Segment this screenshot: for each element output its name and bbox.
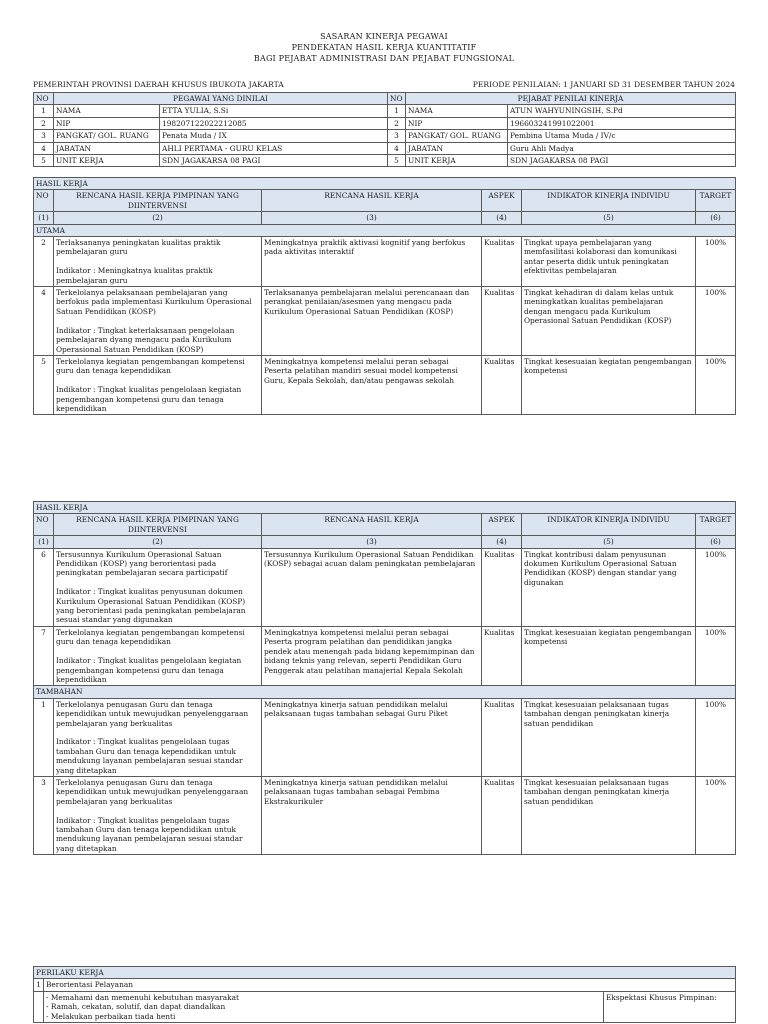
row-rencana: Terlaksananya pembelajaran melalui perencanaan dan perangkat penilaian/asesmen yang mengacu pada Kurikulum Operasional Satuan Pendidikan (KOSP) [262, 287, 482, 356]
doc-title: SASARAN KINERJA PEGAWAI [320, 32, 448, 41]
identity-no-2: 5 [388, 155, 406, 167]
row-rencana: Tersusunnya Kurikulum Operasional Satuan Pendidikan (KOSP) sebagai acuan dalam peningkatan pembelajaran [262, 548, 482, 626]
identity-value-2: 196603241991022001 [508, 117, 736, 129]
row-pimpinan: Terkelolanya penugasan Guru dan tenaga kependidikan untuk mewujudkan penyelenggaraan pembelajaran yang berkualitas Indikator : Tingkat kualitas pengelolaan tugas tambahan Guru dan tenaga kependidikan untuk mendukung layanan pembelajaran sesuai standar yang ditetapkan [54, 776, 262, 854]
identity-no-2: 4 [388, 142, 406, 154]
identity-value-2: Pembina Utama Muda / IV/c [508, 130, 736, 142]
col-rencana: RENCANA HASIL KERJA [262, 190, 482, 212]
identity-value: 198207122022212085 [160, 117, 388, 129]
identity-no: 2 [34, 117, 54, 129]
row-target: 100% [696, 776, 736, 854]
pegawai-header: PEGAWAI YANG DINILAI [54, 93, 388, 105]
table-row [34, 237, 736, 287]
col-number: (2) [54, 212, 262, 224]
table-row [34, 287, 736, 356]
perilaku-kerja-table [33, 966, 736, 1023]
row-aspek: Kualitas [482, 287, 522, 356]
group-row-tambahan [34, 686, 736, 698]
row-pimpinan: Terkelolanya kegiatan pengembangan kompetensi guru dan tenaga kependidikan Indikator : Tingkat kualitas pengelolaan kegiatan pengembangan kompetensi guru dan tenaga kependidikan [54, 626, 262, 685]
row-no: 1 [34, 698, 54, 776]
row-target: 100% [696, 698, 736, 776]
identity-no-2: 1 [388, 105, 406, 117]
col-rencana-pimpinan: RENCANA HASIL KERJA PIMPINAN YANG DIINTERVENSI [54, 190, 262, 212]
identity-row [34, 155, 736, 167]
row-target: 100% [696, 355, 736, 414]
identity-label: PANGKAT/ GOL. RUANG [54, 130, 160, 142]
perilaku-point: - Memahami dan memenuhi kebutuhan masyarakat [46, 992, 240, 1002]
group-label-utama: UTAMA [34, 224, 736, 236]
row-indikator: Tingkat kontribusi dalam penyusunan dokumen Kurikulum Operasional Satuan Pendidikan (KOSP) dengan standar yang digunakan [522, 548, 696, 626]
row-pimpinan: Terkelolanya penugasan Guru dan tenaga kependidikan untuk mewujudkan penyelenggaraan pembelajaran yang berkualitas Indikator : Tingkat kualitas pengelolaan tugas tambahan Guru dan tenaga kependidikan untuk mendukung layanan pembelajaran sesuai standar yang ditetapkan [54, 698, 262, 776]
row-target: 100% [696, 626, 736, 685]
row-aspek: Kualitas [482, 776, 522, 854]
identity-no: 5 [34, 155, 54, 167]
column-number-row [34, 212, 736, 224]
table-row [34, 548, 736, 626]
identity-no: 1 [34, 105, 54, 117]
row-rencana: Meningkatnya kompetensi melalui peran sebagai Peserta pelatihan mandiri sesuai model kompetensi Guru, Kepala Sekolah, dan/atau pengawas sekolah [262, 355, 482, 414]
perilaku-detail-row [34, 991, 736, 1022]
periode-label: PERIODE PENILAIAN: 1 JANUARI SD 31 DESEMBER TAHUN 2024 [472, 80, 735, 89]
row-indikator: Tingkat kesesuaian kegiatan pengembangan kompetensi [522, 626, 696, 685]
section-title-row [34, 502, 736, 514]
perilaku-points [44, 991, 604, 1022]
identity-label: UNIT KERJA [54, 155, 160, 167]
col-rencana-pimpinan: RENCANA HASIL KERJA PIMPINAN YANG DIINTERVENSI [54, 514, 262, 536]
perilaku-empty-cell [34, 991, 44, 1022]
row-target: 100% [696, 287, 736, 356]
row-pimpinan: Terkelolanya pelaksanaan pembelajaran yang berfokus pada implementasi Kurikulum Operasional Satuan Pendidikan (KOSP) Indikator : Tingkat keterlaksanaan pengelolaan pembelajaran dyang mengacu pada Kurikulum Operasional Satuan Pendidikan (KOSP) [54, 287, 262, 356]
col-number: (5) [522, 212, 696, 224]
table-row [34, 626, 736, 685]
identity-value: AHLI PERTAMA - GURU KELAS [160, 142, 388, 154]
row-indikator: Tingkat kehadiran di dalam kelas untuk meningkatkan kualitas pembelajaran dengan mengacu pada Kurikulum Operasional Satuan Pendidikan (KOSP) [522, 287, 696, 356]
col-no: NO [34, 190, 54, 212]
row-target: 100% [696, 548, 736, 626]
identity-label: NIP [54, 117, 160, 129]
row-rencana: Meningkatnya praktik aktivasi kognitif yang berfokus pada aktivitas interaktif [262, 237, 482, 287]
section-title: PERILAKU KERJA [34, 967, 736, 979]
row-indikator: Tingkat upaya pembelajaran yang memfasilitasi kolaborasi dan komunikasi antar peserta didik untuk peningkatan efektivitas pembelajaran [522, 237, 696, 287]
row-rencana: Meningkatnya kompetensi melalui peran sebagai Peserta program pelatihan dan pendidikan jangka pendek atau menengah pada bidang kepemimpinan dan bidang teknis yang relevan, seperti Pendidikan Guru Penggerak atau pelatihan manajerial Kepala Sekolah [262, 626, 482, 685]
ekspektasi-label: Ekspektasi Khusus Pimpinan: [604, 991, 736, 1022]
identity-label: JABATAN [54, 142, 160, 154]
table-row [34, 776, 736, 854]
perilaku-item-title: Berorientasi Pelayanan [44, 979, 736, 991]
col-aspek: ASPEK [482, 514, 522, 536]
col-indikator: INDIKATOR KINERJA INDIVIDU [522, 514, 696, 536]
col-number: (1) [34, 536, 54, 548]
col-no: NO [34, 514, 54, 536]
identity-value-2: Guru Ahli Madya [508, 142, 736, 154]
col-target: TARGET [696, 190, 736, 212]
col-number: (2) [54, 536, 262, 548]
row-rencana: Meningkatnya kinerja satuan pendidikan melalui pelaksanaan tugas tambahan sebagai Pembina Ekstrakurikuler [262, 776, 482, 854]
column-number-row [34, 536, 736, 548]
no-header-2: NO [388, 93, 406, 105]
row-indikator: Tingkat kesesuaian pelaksanaan tugas tambahan dengan peningkatan kinerja satuan pendidikan [522, 698, 696, 776]
identity-label: NAMA [54, 105, 160, 117]
section-title: HASIL KERJA [34, 502, 736, 514]
identity-no-2: 3 [388, 130, 406, 142]
row-indikator: Tingkat kesesuaian pelaksanaan tugas tambahan dengan peningkatan kinerja satuan pendidikan [522, 776, 696, 854]
row-indikator: Tingkat kesesuaian kegiatan pengembangan kompetensi [522, 355, 696, 414]
identity-value: SDN JAGAKARSA 08 PAGI [160, 155, 388, 167]
row-pimpinan: Terlaksananya peningkatan kualitas praktik pembelajaran guru Indikator : Meningkatnya kualitas praktik pembelajaran guru [54, 237, 262, 287]
section-title-row [34, 178, 736, 190]
column-header-row [34, 514, 736, 536]
col-number: (4) [482, 212, 522, 224]
row-rencana: Meningkatnya kinerja satuan pendidikan melalui pelaksanaan tugas tambahan sebagai Guru Piket [262, 698, 482, 776]
col-target: TARGET [696, 514, 736, 536]
identity-label-2: UNIT KERJA [406, 155, 508, 167]
row-no: 4 [34, 287, 54, 356]
group-label-tambahan: TAMBAHAN [34, 686, 736, 698]
col-number: (6) [696, 212, 736, 224]
identity-row [34, 105, 736, 117]
col-rencana: RENCANA HASIL KERJA [262, 514, 482, 536]
row-aspek: Kualitas [482, 698, 522, 776]
col-number: (1) [34, 212, 54, 224]
identity-label-2: PANGKAT/ GOL. RUANG [406, 130, 508, 142]
section-title: HASIL KERJA [34, 178, 736, 190]
row-pimpinan: Tersusunnya Kurikulum Operasional Satuan Pendidikan (KOSP) yang berorientasi pada peningkatan pembelajaran secara participatif Indikator : Tingkat kualitas penyusunan dokumen Kurikulum Operasional Satuan Pendidikan (KOSP) yang berorientasi pada peningkatan pembelajaran sesuai standar yang digunakan [54, 548, 262, 626]
identity-value: Penata Muda / IX [160, 130, 388, 142]
doc-subtitle: PENDEKATAN HASIL KERJA KUANTITATIF [291, 43, 477, 52]
row-aspek: Kualitas [482, 237, 522, 287]
identity-label-2: JABATAN [406, 142, 508, 154]
hasil-kerja-table-1 [33, 177, 736, 415]
col-indikator: INDIKATOR KINERJA INDIVIDU [522, 190, 696, 212]
col-number: (4) [482, 536, 522, 548]
row-aspek: Kualitas [482, 548, 522, 626]
identity-value-2: ATUN WAHYUNINGSIH, S.Pd [508, 105, 736, 117]
doc-subtitle-2: BAGI PEJABAT ADMINISTRASI DAN PEJABAT FUNGSIONAL [253, 54, 515, 63]
row-no: 7 [34, 626, 54, 685]
identity-no: 4 [34, 142, 54, 154]
table-row [34, 698, 736, 776]
row-target: 100% [696, 237, 736, 287]
identity-value-2: SDN JAGAKARSA 08 PAGI [508, 155, 736, 167]
row-aspek: Kualitas [482, 626, 522, 685]
row-no: 5 [34, 355, 54, 414]
row-no: 3 [34, 776, 54, 854]
identity-table [33, 92, 736, 167]
identity-row [34, 117, 736, 129]
column-header-row [34, 190, 736, 212]
penilai-header: PEJABAT PENILAI KINERJA [406, 93, 736, 105]
perilaku-item-no: 1 [34, 979, 44, 991]
identity-label-2: NAMA [406, 105, 508, 117]
identity-label-2: NIP [406, 117, 508, 129]
col-number: (6) [696, 536, 736, 548]
no-header: NO [34, 93, 54, 105]
col-aspek: ASPEK [482, 190, 522, 212]
identity-row [34, 130, 736, 142]
col-number: (5) [522, 536, 696, 548]
table-row [34, 355, 736, 414]
row-pimpinan: Terkelolanya kegiatan pengembangan kompetensi guru dan tenaga kependidikan Indikator : Tingkat kualitas pengelolaan kegiatan pengembangan kompetensi guru dan tenaga kependidikan [54, 355, 262, 414]
identity-value: ETTA YULIA, S.Si [160, 105, 388, 117]
identity-no: 3 [34, 130, 54, 142]
perilaku-item-row [34, 979, 736, 991]
identity-no-2: 2 [388, 117, 406, 129]
hasil-kerja-table-2 [33, 501, 736, 855]
row-no: 6 [34, 548, 54, 626]
perilaku-point: - Melakukan perbaikan tiada henti [46, 1011, 176, 1021]
col-number: (3) [262, 536, 482, 548]
instansi-label: PEMERINTAH PROVINSI DAERAH KHUSUS IBUKOTA JAKARTA [33, 80, 284, 89]
section-title-row [34, 967, 736, 979]
identity-header-row [34, 93, 736, 105]
group-row-utama [34, 224, 736, 236]
identity-row [34, 142, 736, 154]
col-number: (3) [262, 212, 482, 224]
row-no: 2 [34, 237, 54, 287]
perilaku-point: - Ramah, cekatan, solutif, dan dapat diandalkan [46, 1002, 226, 1012]
row-aspek: Kualitas [482, 355, 522, 414]
